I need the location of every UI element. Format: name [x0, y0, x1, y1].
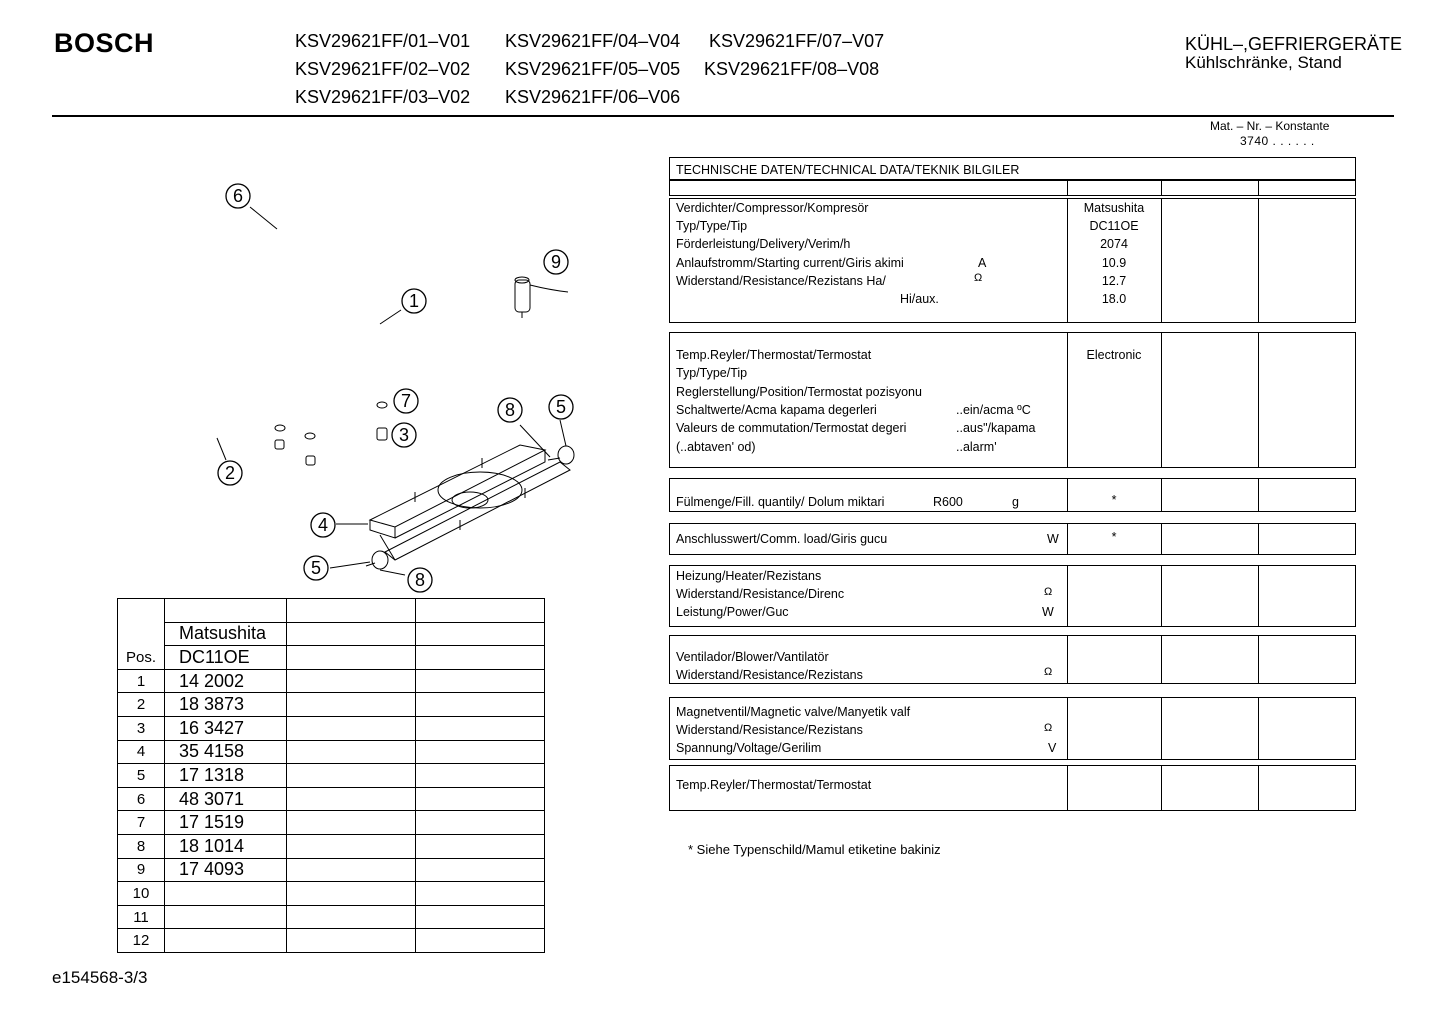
- row-label: Widerstand/Resistance/Rezistans Ha/: [676, 274, 886, 288]
- part-number: 14 2002: [165, 669, 287, 693]
- row-sublabel: ..alarm': [956, 440, 997, 454]
- table-row: 1 14 2002: [118, 669, 545, 693]
- value-cell: Matsushita: [1083, 201, 1145, 215]
- ohm-icon: Ω: [1044, 666, 1053, 678]
- row-label: (..abtaven' od): [676, 440, 756, 454]
- ohm-icon: Ω: [1044, 586, 1053, 598]
- row-sublabel: ..ein/acma ºC: [956, 403, 1031, 417]
- table-row: 5 17 1318: [118, 764, 545, 788]
- table-row: 4 35 4158: [118, 740, 545, 764]
- valve-section: [669, 697, 1356, 760]
- tech-column-header: [669, 180, 1356, 196]
- thermostat-section: [669, 332, 1356, 468]
- row-label: Valeurs de commutation/Termostat degeri: [676, 421, 907, 435]
- value-cell: Electronic: [1086, 348, 1142, 362]
- unit-label: V: [1048, 741, 1057, 755]
- row-label: Typ/Type/Tip: [676, 366, 748, 380]
- part-number: 16 3427: [165, 716, 287, 740]
- category-title: KÜHL–,GEFRIERGERÄTE: [1185, 34, 1403, 54]
- refrigerant-label: R600: [933, 495, 963, 509]
- value-cell: *: [1111, 530, 1117, 544]
- footnote: * Siehe Typenschild/Mamul etiketine bakiniz: [688, 842, 941, 857]
- table-row: 2 18 3873: [118, 693, 545, 717]
- value-cell: 18.0: [1101, 292, 1127, 306]
- row-label: Leistung/Power/Guc: [676, 605, 789, 619]
- unit-label: W: [1042, 605, 1054, 619]
- parts-table: [117, 598, 545, 953]
- ohm-icon: Ω: [1044, 722, 1053, 734]
- model-number: KSV29621FF/03–V02: [295, 87, 471, 107]
- callout-label: 9: [550, 252, 562, 272]
- compressor-section: [669, 198, 1356, 323]
- row-label: Typ/Type/Tip: [676, 219, 748, 233]
- category-subtitle: Kühlschränke, Stand: [1185, 53, 1342, 72]
- table-row: 9 17 4093: [118, 858, 545, 882]
- unit-label: W: [1047, 532, 1059, 546]
- unit-label: A: [978, 256, 987, 270]
- part-number: 17 4093: [165, 858, 287, 882]
- heater-section: [669, 565, 1356, 627]
- value-cell: 10.9: [1101, 256, 1127, 270]
- part-number: 48 3071: [165, 787, 287, 811]
- value-cell: 2074: [1100, 237, 1128, 251]
- comm-load-section: [669, 523, 1356, 555]
- model-number: KSV29621FF/05–V05: [505, 59, 681, 79]
- row-label: Ventilador/Blower/Vantilatör: [676, 650, 829, 664]
- callout-label: 1: [408, 291, 420, 311]
- part-number: 17 1318: [165, 764, 287, 788]
- row-label: Hi/aux.: [900, 292, 939, 306]
- row-label: Fülmenge/Fill. quantily/ Dolum miktari: [676, 495, 885, 509]
- table-row: 3 16 3427: [118, 716, 545, 740]
- row-label: Temp.Reyler/Thermostat/Termostat: [676, 778, 872, 792]
- part-number: 18 3873: [165, 693, 287, 717]
- mat-nr-value: 3740 . . . . . .: [1240, 134, 1315, 148]
- brand-logo: BOSCH: [54, 28, 155, 58]
- table-row: 8 18 1014: [118, 834, 545, 858]
- callout-label: 3: [398, 425, 410, 445]
- parts-header-line: Matsushita: [165, 622, 287, 646]
- ohm-icon: Ω: [974, 272, 983, 284]
- row-label: Anschlusswert/Comm. load/Giris gucu: [676, 532, 888, 546]
- row-label: Schaltwerte/Acma kapama degerleri: [676, 403, 877, 417]
- model-number: KSV29621FF/04–V04: [505, 31, 681, 51]
- row-label: Widerstand/Resistance/Rezistans: [676, 668, 863, 682]
- row-sublabel: ..aus"/kapama: [956, 421, 1036, 435]
- row-label: Widerstand/Resistance/Rezistans: [676, 723, 863, 737]
- part-number: [165, 905, 287, 929]
- row-label: Heizung/Heater/Rezistans: [676, 569, 822, 583]
- exploded-parts-diagram: [0, 0, 640, 600]
- value-cell: *: [1111, 493, 1117, 507]
- callout-label: 4: [317, 515, 329, 535]
- row-label: Reglerstellung/Position/Termostat pozisyonu: [676, 385, 922, 399]
- model-number: KSV29621FF/01–V01: [295, 31, 471, 51]
- callout-label: 6: [232, 186, 244, 206]
- callout-label: 5: [555, 397, 567, 417]
- callout-label: 7: [400, 391, 412, 411]
- row-label: Temp.Reyler/Thermostat/Termostat: [676, 348, 872, 362]
- callout-label: 5: [310, 558, 322, 578]
- unit-label: g: [1012, 495, 1019, 509]
- table-row: 12: [118, 929, 545, 953]
- mat-nr-label: Mat. – Nr. – Konstante: [1210, 119, 1330, 133]
- model-number: KSV29621FF/08–V08: [704, 59, 880, 79]
- row-label: Verdichter/Compressor/Kompresör: [676, 201, 869, 215]
- callout-label: 8: [504, 400, 516, 420]
- callout-label: 2: [224, 463, 236, 483]
- model-number: KSV29621FF/02–V02: [295, 59, 471, 79]
- blower-section: [669, 635, 1356, 684]
- fill-quantity-section: [669, 478, 1356, 512]
- part-number: [165, 929, 287, 953]
- tech-title-box: [669, 157, 1356, 180]
- table-row: 11: [118, 905, 545, 929]
- value-cell: DC11OE: [1089, 219, 1139, 233]
- table-row: 10: [118, 882, 545, 906]
- model-number: KSV29621FF/07–V07: [709, 31, 885, 51]
- row-label: Spannung/Voltage/Gerilim: [676, 741, 822, 755]
- value-cell: 12.7: [1101, 274, 1127, 288]
- part-number: 35 4158: [165, 740, 287, 764]
- row-label: Widerstand/Resistance/Direnc: [676, 587, 845, 601]
- model-number: KSV29621FF/06–V06: [505, 87, 681, 107]
- thermostat2-section: [669, 765, 1356, 811]
- part-number: 17 1519: [165, 811, 287, 835]
- row-label: Magnetventil/Magnetic valve/Manyetik valf: [676, 705, 911, 719]
- pos-header: Pos.: [118, 599, 165, 670]
- row-label: Anlaufstromm/Starting current/Giris akimi: [676, 256, 904, 270]
- table-row: 6 48 3071: [118, 787, 545, 811]
- parts-header-line: DC11OE: [165, 646, 287, 670]
- row-label: Förderleistung/Delivery/Verim/h: [676, 237, 851, 251]
- part-number: [165, 882, 287, 906]
- table-row: 7 17 1519: [118, 811, 545, 835]
- document-id: e154568-3/3: [52, 968, 148, 987]
- tech-title: TECHNISCHE DATEN/TECHNICAL DATA/TEKNIK BILGILER: [676, 163, 1020, 177]
- callout-label: 8: [414, 570, 426, 590]
- part-number: 18 1014: [165, 834, 287, 858]
